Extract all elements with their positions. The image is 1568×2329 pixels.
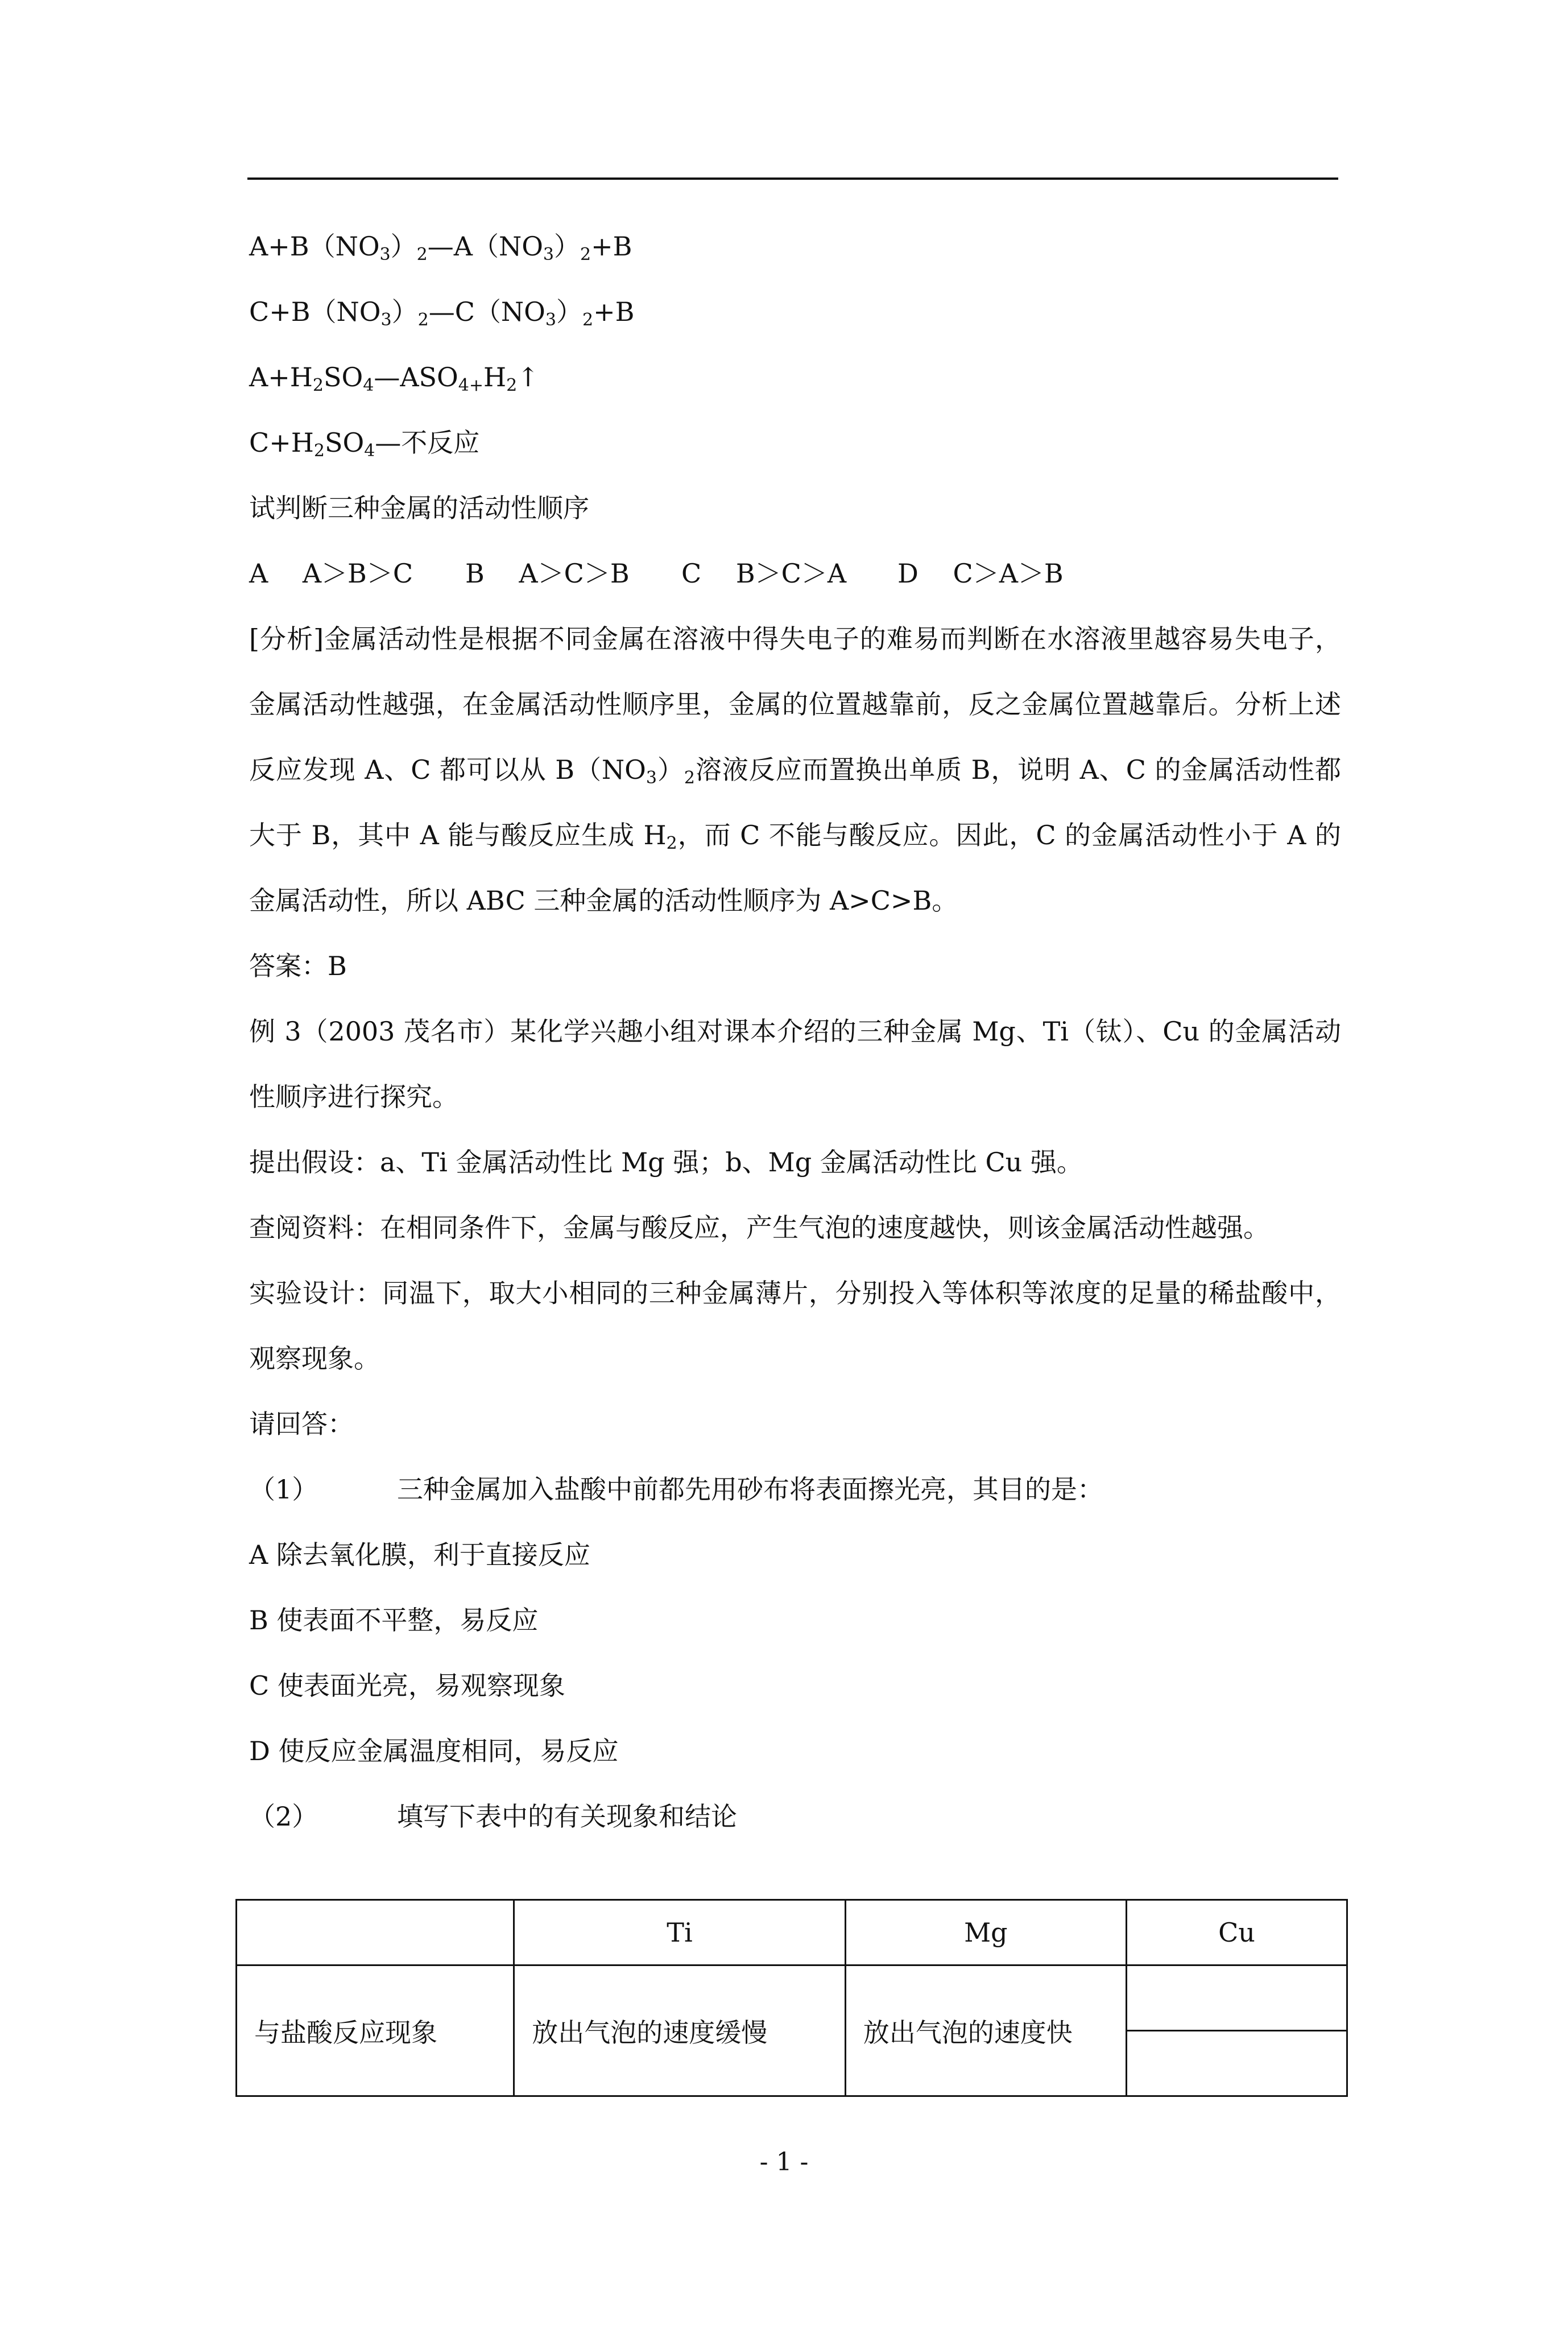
option-a: A A＞B＞C	[249, 558, 413, 589]
option-b: B A＞C＞B	[465, 558, 630, 589]
question-2-number: （2）	[249, 1801, 318, 1832]
option-d: D C＞A＞B	[897, 558, 1064, 589]
row-label: 与盐酸反应现象	[237, 1965, 514, 2096]
q1-option-b: B 使表面不平整，易反应	[249, 1605, 539, 1636]
reaction-2: $C+B(NO_3)_2—C(NO_3)_2+B$	[249, 296, 635, 330]
reaction-3: $A+H_2SO_4—ASO_{4+}H_2↑$	[249, 362, 539, 395]
cu-blank-top[interactable]	[1127, 1966, 1346, 2030]
q1-option-a: A 除去氧化膜，利于直接反应	[249, 1539, 590, 1570]
answer-line: 答案：B	[249, 951, 347, 981]
results-table	[235, 1899, 1348, 2097]
q1-option-d: D 使反应金属温度相同，易反应	[249, 1736, 619, 1766]
header-ti: Ti	[514, 1900, 845, 1965]
reaction-4: $C+H_2SO_4—$不反应	[249, 427, 480, 461]
question-2	[249, 1784, 1341, 1849]
please-answer: 请回答：	[249, 1409, 354, 1439]
mg-observation: 放出气泡的速度快	[845, 1965, 1126, 2096]
ti-observation: 放出气泡的速度缓慢	[514, 1965, 845, 2096]
hypothesis: 提出假设：a、Ti 金属活动性比 Mg 强；b、Mg 金属活动性比 Cu 强。	[249, 1147, 1083, 1178]
page-number: - 1 -	[759, 2148, 809, 2177]
option-c: C B＞C＞A	[681, 558, 847, 589]
cu-blank-bottom[interactable]	[1127, 2030, 1346, 2095]
page-content	[249, 214, 1341, 1849]
question-1	[249, 1457, 1341, 1522]
table-row	[237, 1965, 1347, 2096]
header-mg: Mg	[845, 1900, 1126, 1965]
reaction-1: $A+B(NO_3)_2—A(NO_3)_2+B$	[249, 231, 632, 265]
example-3: 例 3（2003 茂名市）某化学兴趣小组对课本介绍的三种金属 Mg、Ti（钛）、Cu 的金属活动性顺序进行探究。	[249, 1016, 1341, 1112]
question-1-text: 三种金属加入盐酸中前都先用砂布将表面擦光亮，其目的是：	[397, 1474, 1103, 1505]
experiment-design: 实验设计：同温下，取大小相同的三种金属薄片，分别投入等体积等浓度的足量的稀盐酸中，观察现象。	[249, 1278, 1341, 1374]
q1-option-c: C 使表面光亮，易观察现象	[249, 1670, 565, 1701]
analysis-paragraph: [分析]金属活动性是根据不同金属在溶液中得失电子的难易而判断在水溶液里越容易失电子，金属活动性越强，在金属活动性顺序里，金属的位置越靠前，反之金属位置越靠后。分析上述反应发现 A、C 都可以从 $B(NO_3)_2$溶液反应而置换出单质 B，说明 A、C 的金属活动性都大于 B，其中 A 能与酸反应生成 $H_2$，而 C 不能与酸反应。因此，C 的金属活动性小于 A 的金属活动性，所以 ABC 三种金属的活动性顺序为 A>C>B。	[249, 623, 1342, 916]
question-2-text: 填写下表中的有关现象和结论	[397, 1801, 737, 1832]
table-header-row	[237, 1900, 1347, 1965]
header-rule	[247, 177, 1338, 180]
header-cu: Cu	[1126, 1900, 1347, 1965]
answer-options	[249, 541, 1341, 606]
question-text: 试判断三种金属的活动性顺序	[249, 493, 589, 523]
reference-material: 查阅资料：在相同条件下，金属与酸反应，产生气泡的速度越快，则该金属活动性越强。	[249, 1212, 1269, 1243]
cu-observation	[1126, 1965, 1347, 2096]
question-1-number: （1）	[249, 1474, 318, 1505]
header-empty-cell	[237, 1900, 514, 1965]
